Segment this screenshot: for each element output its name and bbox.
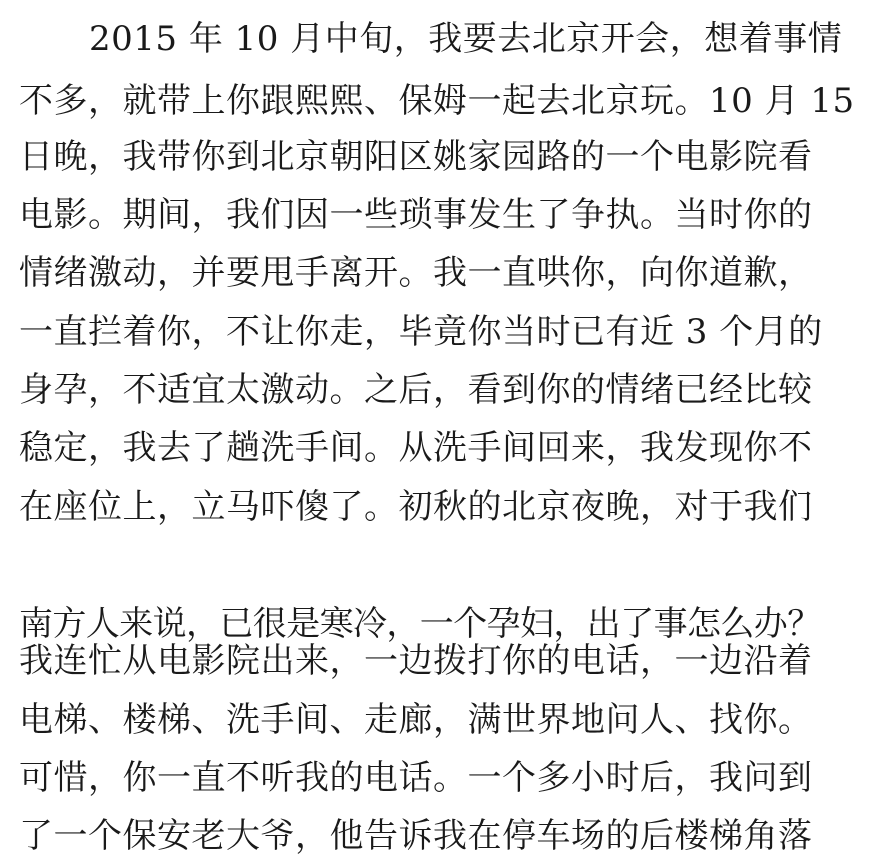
- text-line-2: 不多，就带上你跟熙熙、保姆一起去北京玩。10 月 15: [19, 81, 855, 121]
- text-line-14: 了一个保安老大爷，他告诉我在停车场的后楼梯角落: [19, 816, 813, 856]
- text-line-13: 可惜，你一直不听我的电话。一个多小时后，我问到: [19, 758, 813, 798]
- text-line-6: 一直拦着你，不让你走，毕竟你当时已有近 3 个月的: [19, 312, 823, 352]
- text-line-9: 在座位上，立马吓傻了。初秋的北京夜晚，对于我们: [19, 487, 813, 527]
- text-line-12: 电梯、楼梯、洗手间、走廊，满世界地问人、找你。: [19, 700, 813, 740]
- text-line-1: 2015 年 10 月中旬，我要去北京开会，想着事情: [89, 19, 843, 59]
- text-line-5: 情绪激动，并要甩手离开。我一直哄你，向你道歉，: [19, 253, 813, 293]
- text-line-11: 我连忙从电影院出来，一边拨打你的电话，一边沿着: [19, 641, 813, 681]
- text-line-3: 日晚，我带你到北京朝阳区姚家园路的一个电影院看: [19, 137, 813, 177]
- text-line-7: 身孕，不适宜太激动。之后，看到你的情绪已经比较: [19, 370, 813, 410]
- text-line-8: 稳定，我去了趟洗手间。从洗手间回来，我发现你不: [19, 428, 813, 468]
- text-line-10: 南方人来说，已很是寒冷，一个孕妇，出了事怎么办？: [19, 604, 821, 644]
- text-line-4: 电影。期间，我们因一些琐事发生了争执。当时你的: [19, 195, 813, 235]
